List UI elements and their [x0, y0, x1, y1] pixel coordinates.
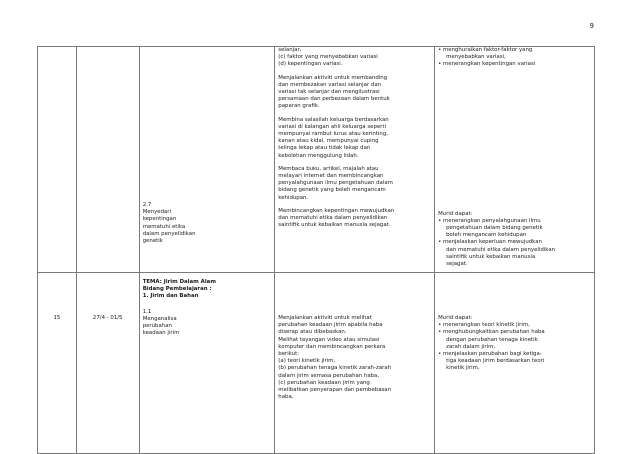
activity-line: diserap atau dibebaskan. — [278, 329, 347, 336]
objective-line: kinetik jirim. — [446, 365, 480, 372]
activity-line: saintifik untuk kebaikan manusia sejagat. — [278, 222, 391, 229]
activity-line: komputer dan membincangkan perkara — [278, 343, 386, 350]
learning-area: Bidang Pembelajaran : — [142, 286, 212, 293]
activity-line: telinga lekap atau tidak lekap dan — [278, 145, 371, 152]
activities-cell — [275, 47, 435, 273]
objective-item: • menghuraikan faktor-faktor yang — [438, 47, 591, 54]
standard-cell — [139, 47, 275, 273]
objective-line: dan mematuhi etika dalam penyelidikan — [446, 246, 556, 253]
activity-line: Menjalankan aktiviti untuk membanding — [278, 74, 388, 81]
activity-line: penyalahgunaan ilmu pengetahuan dalam — [278, 180, 393, 187]
activity-line: bidang genetik yang boleh mengancam — [278, 187, 386, 194]
objective-line: pengetahuan dalam bidang genetik — [446, 225, 543, 232]
standard-line: genetik — [142, 238, 163, 245]
activity-line: dan membezakan variasi selanjar dan — [278, 81, 382, 88]
week-cell — [38, 47, 77, 273]
activity-line: kebolehan menggulung lidah. — [278, 152, 359, 159]
standard-line: kepentingan — [142, 216, 177, 223]
activity-line: (a) teori kinetik jirim, — [278, 358, 336, 365]
objectives-cell — [435, 47, 595, 273]
activity-line: mempunyai rambut lurus atau kerinting, — [278, 131, 388, 138]
learning-unit: 1. Jirim dan Bahan — [142, 293, 199, 300]
activity-line: selanjar, — [278, 47, 302, 53]
activity-line: haba, — [278, 394, 294, 401]
page-number: 9 — [589, 22, 594, 30]
objectives-lead: Murid dapat: — [438, 315, 473, 321]
objective-line: tiga keadaan jirim berdasarkan teori — [446, 358, 545, 365]
date-cell — [76, 47, 139, 273]
standard-code: 1.1 — [142, 308, 152, 315]
activity-line: Melihat tayangan video atau simulasi — [278, 336, 380, 343]
objective-item: • menerangkan kepentingan variasi — [438, 61, 591, 68]
standard-line: Menganalisa — [142, 315, 177, 322]
activities-cell — [275, 273, 435, 454]
date-cell — [76, 273, 139, 454]
activity-line: variasi tak selanjar dan mengilustrasi — [278, 89, 380, 96]
objective-line: saintifik untuk kebaikan manusia — [446, 253, 536, 260]
objectives-cell — [435, 273, 595, 454]
objective-line: menyebabkan variasi, — [446, 54, 506, 61]
activity-line: persamaan dan perbezaan dalam bentuk — [278, 96, 390, 103]
standard-line: dalam penyelidikan — [142, 230, 196, 237]
activity-line: Membina salasilah keluarga berdasarkan — [278, 116, 389, 123]
week-cell — [38, 273, 77, 454]
objectives-lead: Murid dapat: — [438, 210, 473, 217]
objective-item: • menghubungkaitkan perubahan haba — [438, 329, 591, 336]
objective-line: dengan perubahan tenaga kinetik — [446, 336, 538, 343]
activity-line: kehidupan. — [278, 194, 309, 201]
activity-line: (d) kepentingan variasi. — [278, 61, 343, 68]
activity-line: dan mematuhi etika dalam penyelidikan — [278, 215, 388, 222]
objective-item: • menjelaskan perubahan bagi ketiga- — [438, 351, 591, 358]
activity-line: perubahan keadaan jirim apabila haba — [278, 322, 383, 329]
activity-line: Menjalankan aktiviti untuk melihat — [278, 315, 372, 321]
objective-line: zarah dalam jirim, — [446, 343, 496, 350]
activity-line: (b) perubahan tenaga kinetik zarah-zarah — [278, 365, 392, 372]
date-range: 27/4 - 01/5 — [92, 315, 123, 321]
activity-line: (c) perubahan keadaan jirim yang — [278, 379, 370, 386]
table-row — [38, 273, 595, 454]
activity-line: Membaca buku, artikel, majalah atau — [278, 165, 379, 172]
objective-item: • menerangkan teori kinetik jirim, — [438, 322, 591, 329]
objective-item: • menjelaskan keperluan mewujudkan — [438, 239, 591, 246]
activity-line: berikut: — [278, 351, 300, 358]
objective-line: boleh mengancam kehidupan — [446, 232, 527, 239]
activity-line: dalam jirim semasa perubahan haba, — [278, 372, 380, 379]
standard-cell — [139, 273, 275, 454]
standard-line: mematuhi etika — [142, 223, 186, 230]
activity-line: kanan atau kidal, mempunyai cuping — [278, 138, 379, 145]
scheme-of-work-table — [37, 46, 595, 454]
standard-line: perubahan — [142, 323, 172, 330]
activity-line: melibatkan penyerapan dan pembebasan — [278, 387, 392, 394]
objective-item: • menerangkan penyalahgunaan ilmu — [438, 218, 591, 225]
activity-line: variasi di kalangan ahli keluarga seperti — [278, 123, 387, 130]
week-number: 15 — [53, 315, 61, 321]
table-row — [38, 47, 595, 273]
activity-line: (c) faktor yang menyebabkan variasi — [278, 54, 378, 61]
standard-line: Menyedari — [142, 209, 172, 216]
activity-line: melayari internet dan membincangkan — [278, 173, 384, 180]
theme-title: TEMA: Jirim Dalam Alam — [142, 279, 216, 285]
activity-line: paparan grafik. — [278, 103, 320, 110]
activity-line: Membincangkan kepentingan mewujudkan — [278, 207, 395, 214]
objective-line: sejagat. — [446, 261, 468, 268]
standard-code: 2.7 — [142, 202, 152, 208]
standard-line: keadaan jirim — [142, 330, 180, 337]
